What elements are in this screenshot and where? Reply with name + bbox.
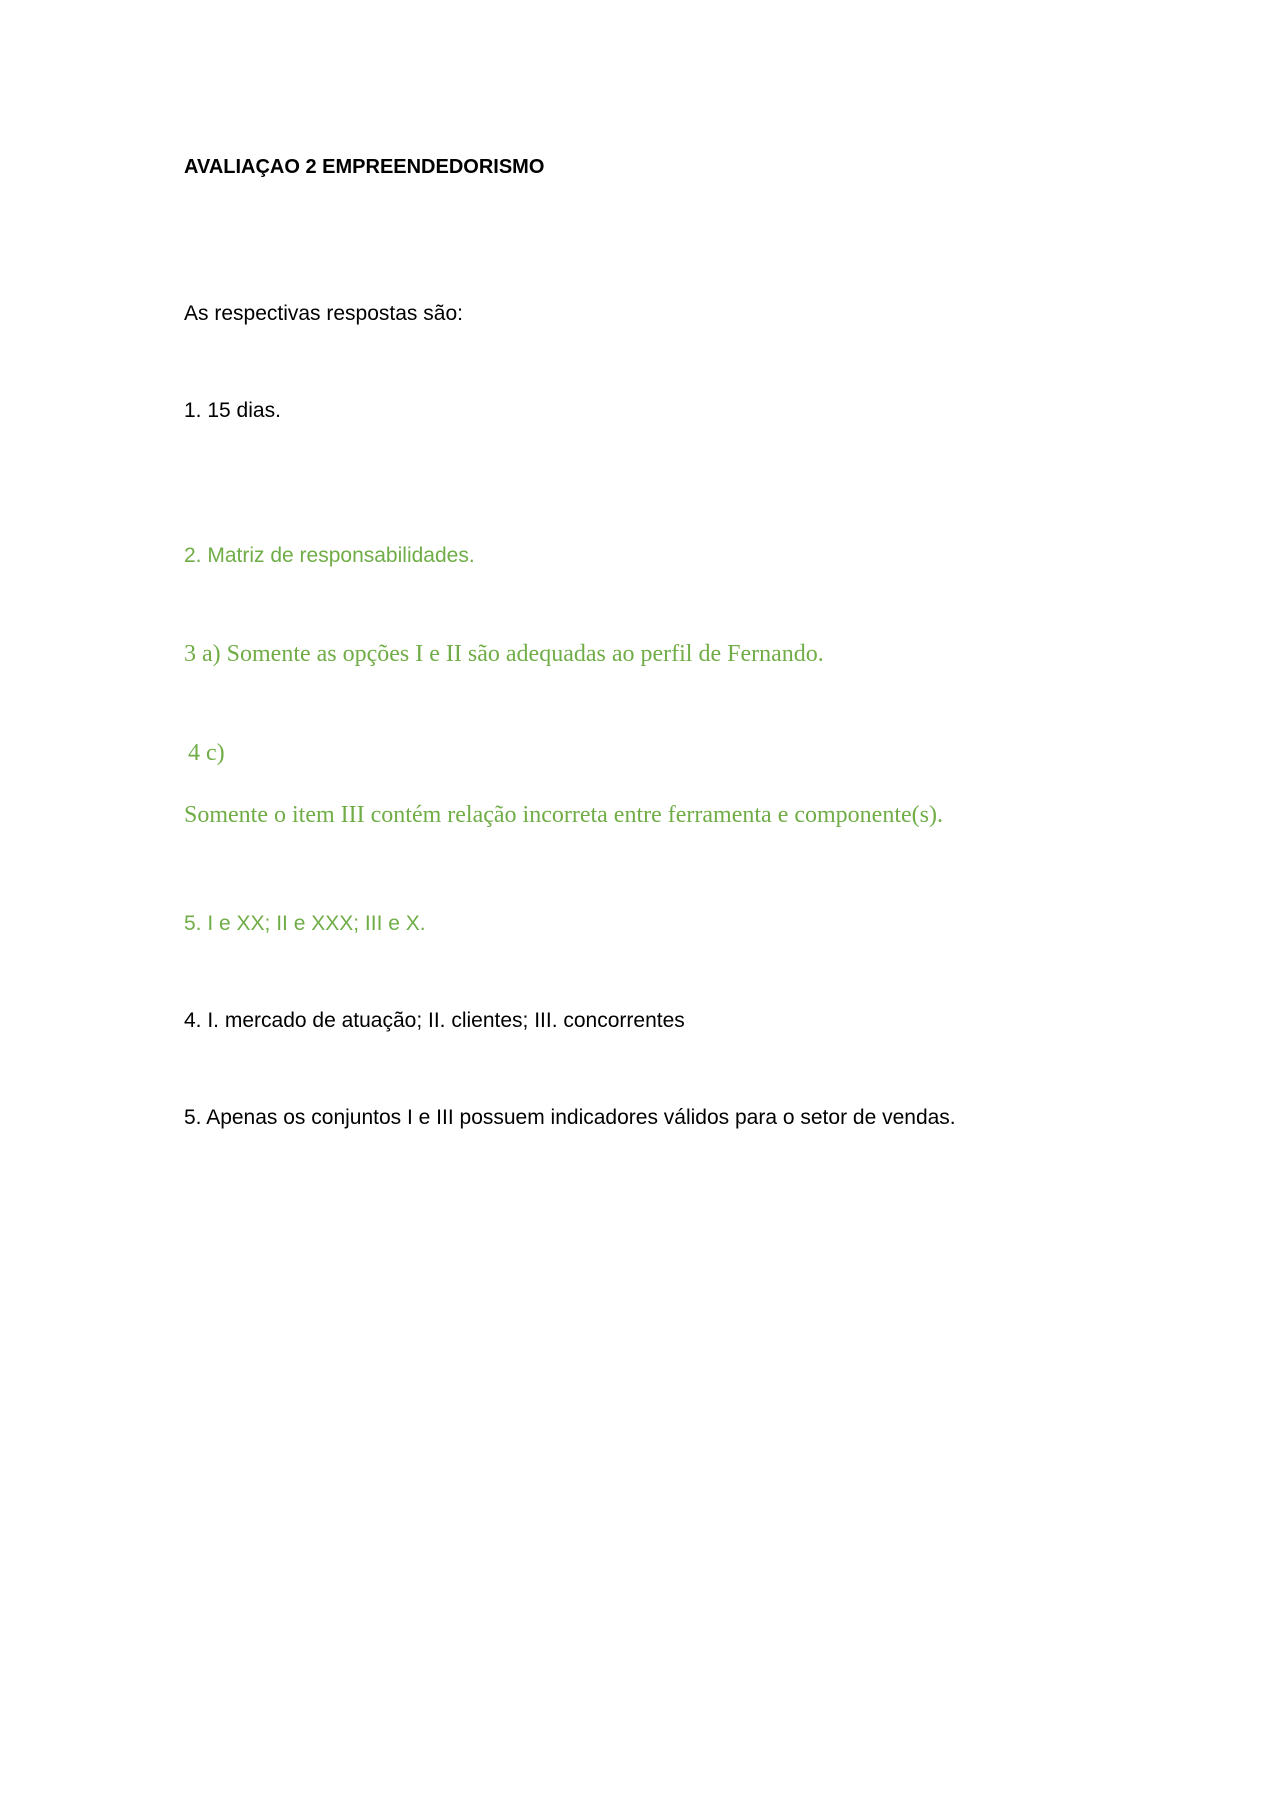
answer-4-option: 4 c) <box>188 740 225 766</box>
answer-2: 2. Matriz de responsabilidades. <box>184 544 475 567</box>
answer-4-text: Somente o item III contém relação incorreta entre ferramenta e componente(s). <box>184 802 943 828</box>
answer-5-highlighted: 5. I e XX; II e XXX; III e X. <box>184 912 426 935</box>
answer-3: 3 a) Somente as opções I e II são adequadas ao perfil de Fernando. <box>184 641 824 667</box>
intro-text: As respectivas respostas são: <box>184 302 463 325</box>
answer-1: 1. 15 dias. <box>184 399 281 422</box>
answer-5-alternate: 5. Apenas os conjuntos I e III possuem indicadores válidos para o setor de vendas. <box>184 1106 956 1129</box>
answer-4-alternate: 4. I. mercado de atuação; II. clientes; III. concorrentes <box>184 1009 685 1032</box>
document-title: AVALIAÇAO 2 EMPREENDEDORISMO <box>184 156 545 178</box>
